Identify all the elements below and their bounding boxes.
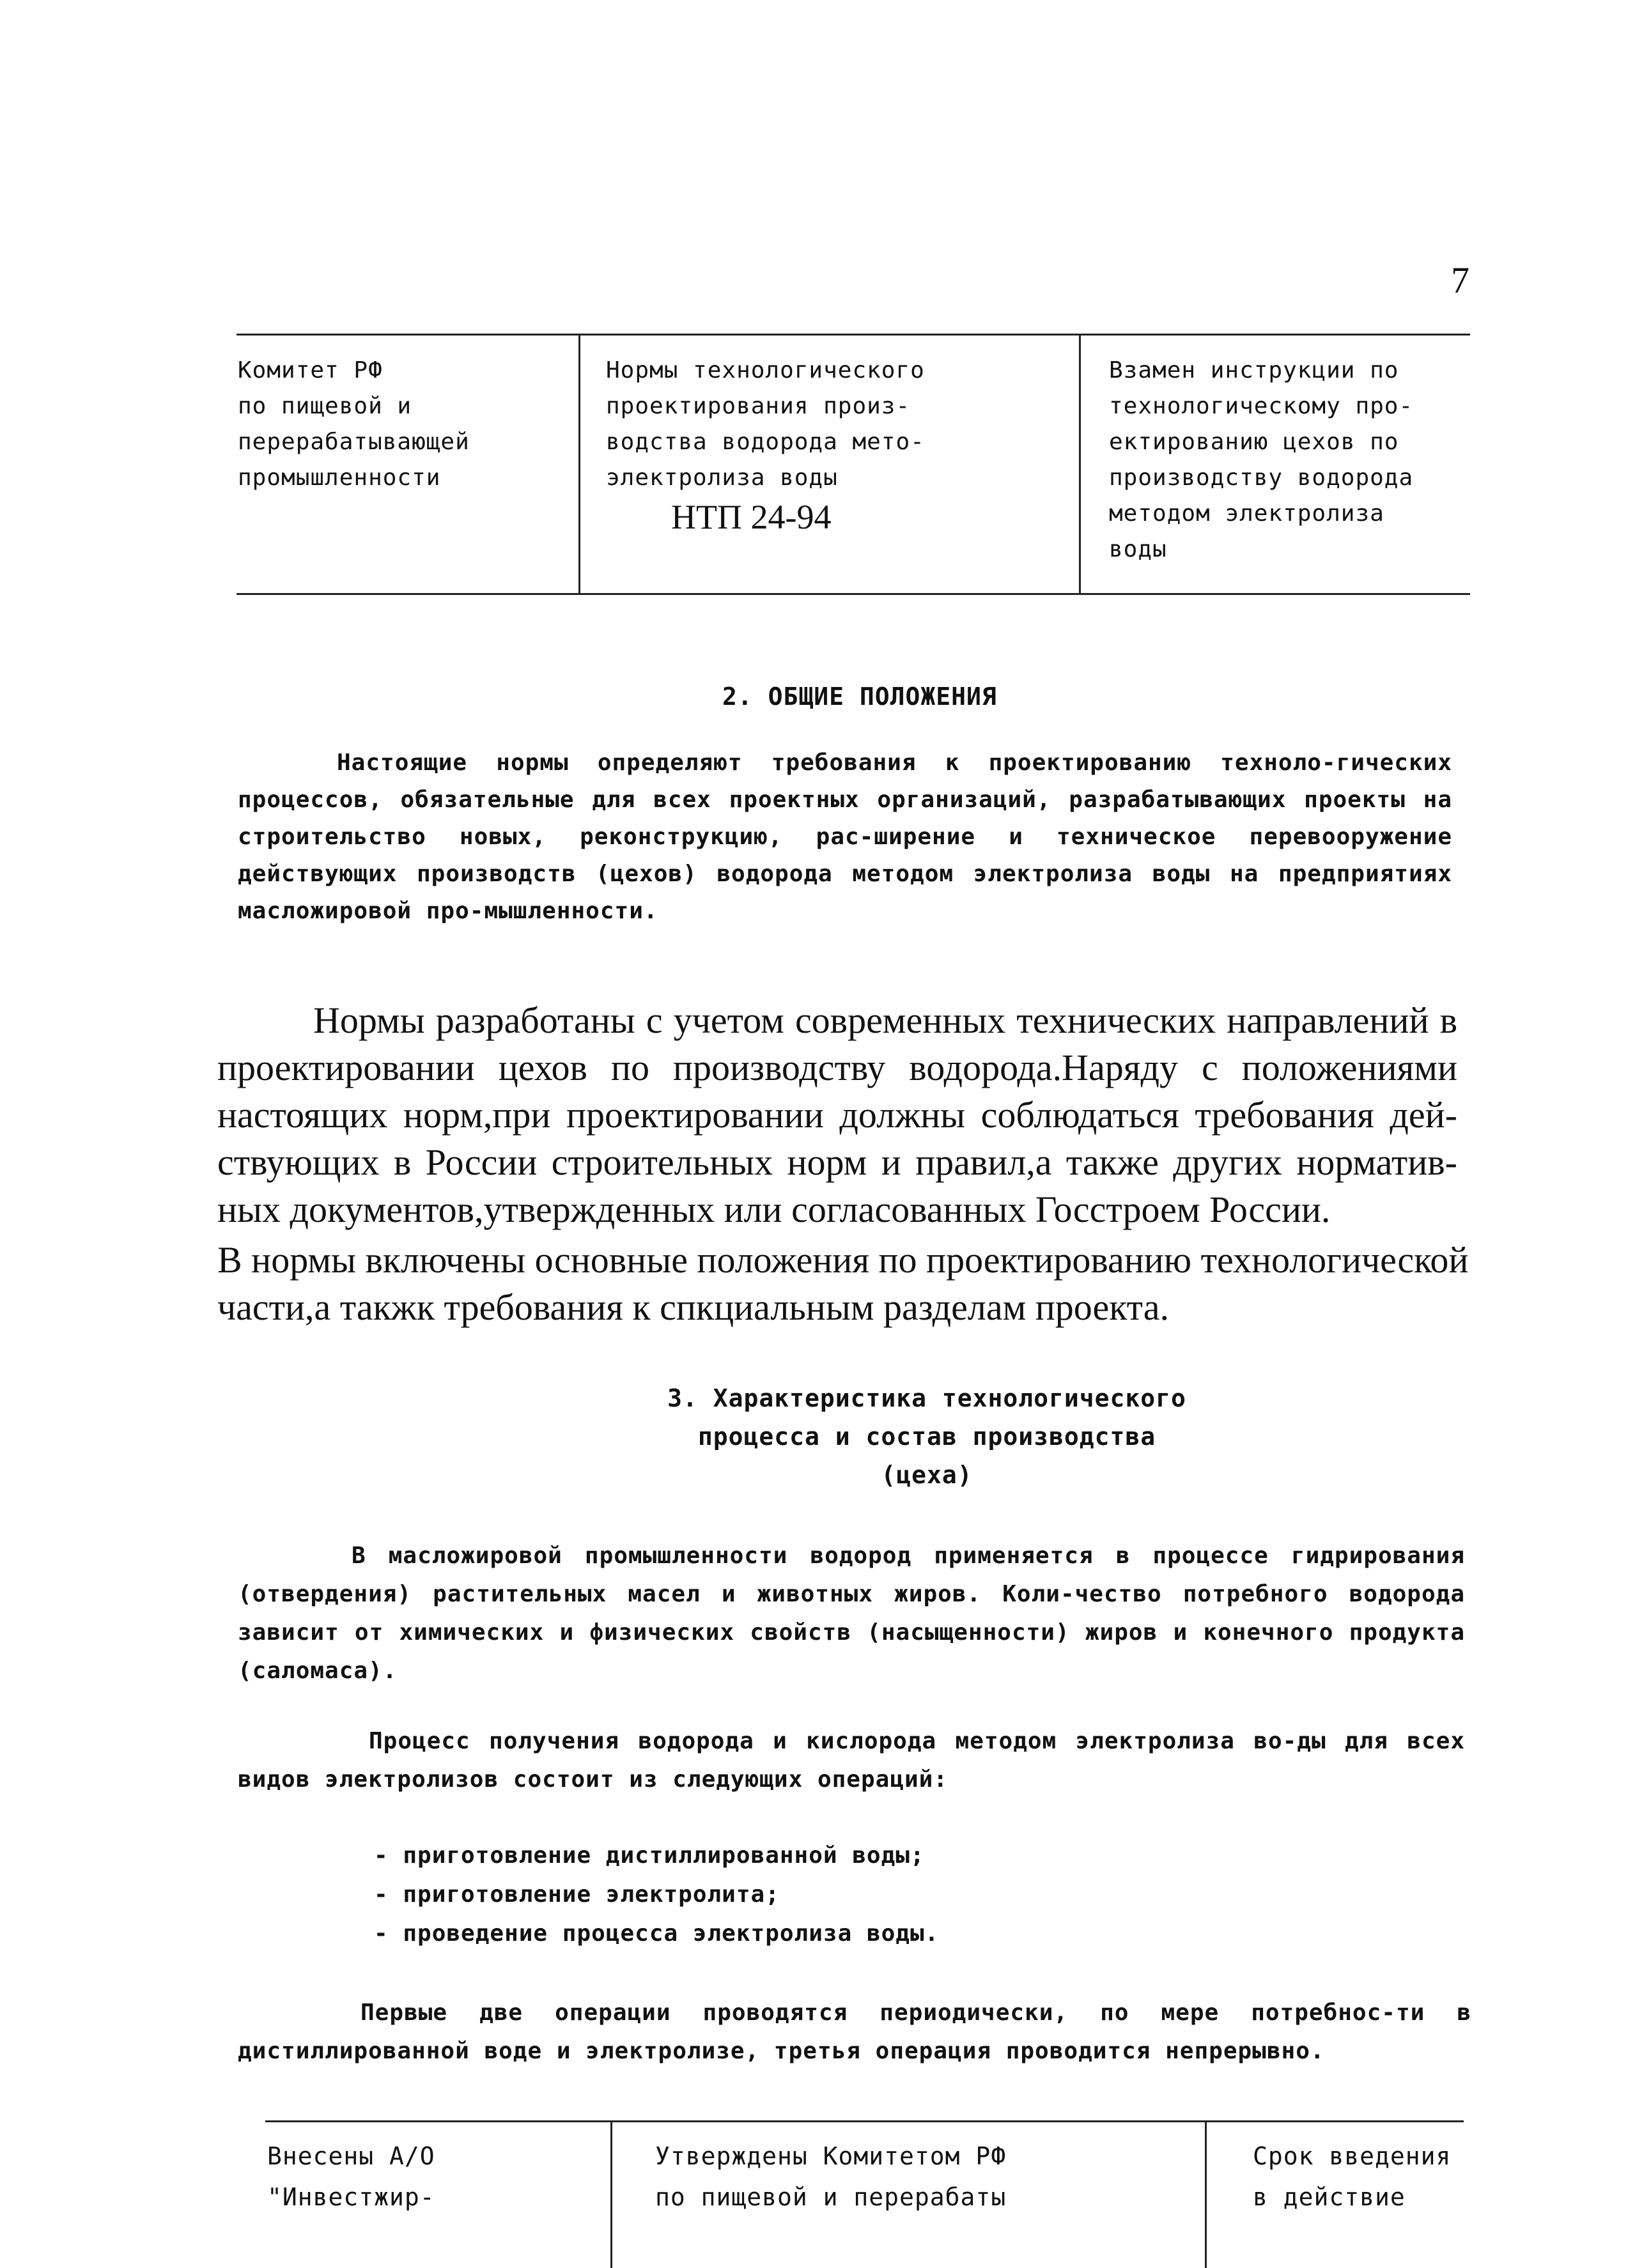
header-top-rule	[236, 334, 1470, 336]
header-title: Нормы технологического проектирования произ- водства водорода мето- электролиза воды	[606, 357, 925, 491]
header-divider-1	[578, 334, 580, 595]
section-2-title: 2. ОБЩИЕ ПОЛОЖЕНИЯ	[722, 683, 997, 711]
doc-code: НТП 24-94	[671, 498, 832, 536]
header-bottom-rule	[236, 593, 1470, 595]
footer-effective-date: Срок введения в действие	[1253, 2142, 1452, 2211]
section-3-title: 3. Характеристика технологического процесса и состав производства (цеха)	[667, 1384, 1186, 1489]
section-3-paragraph-3: Первые две операции проводятся периодически, по мере потребнос-ти в дистиллированной воде и электролизе, третья операция проводится непрерывно.	[238, 2000, 1471, 2064]
header-divider-2	[1079, 334, 1081, 595]
section-3-paragraph-2: Процесс получения водорода и кислорода методом электролиза во-ды для всех видов электролизов состоит из следующих операций:	[238, 1728, 1465, 1793]
list-item: - проведение процесса электролиза воды.	[374, 1914, 939, 1953]
footer-divider-1	[610, 2120, 612, 2268]
page-number: 7	[1451, 259, 1469, 301]
section-2-paragraph-2: Нормы разработаны с учетом современных технических направлений в проектировании цехов по производству водорода.Наряду с положениями настоящих норм,при проектировании должны соблюдаться требования дей-ствующих в России строительных норм и правил,а также других норматив-ных документов,утвержденных или согласованных Госстроем России.	[217, 999, 1457, 1230]
operations-list	[374, 1836, 939, 1953]
header-committee: Комитет РФ по пищевой и перерабатывающей промышленности	[238, 357, 470, 491]
footer-divider-2	[1205, 2120, 1207, 2268]
list-item: - приготовление дистиллированной воды;	[374, 1836, 939, 1875]
section-2-paragraph-3: В нормы включены основные положения по проектированию технологической части,а такжк требования к спкциальным разделам проекта.	[217, 1239, 1469, 1328]
header-replaces: Взамен инструкции по технологическому про- ектированию цехов по производству водорода методом электролиза воды	[1109, 357, 1414, 562]
footer-submitted: Внесены А/О "Инвестжир-	[267, 2142, 435, 2211]
footer-top-rule	[265, 2120, 1464, 2122]
list-item: - приготовление электролита;	[374, 1875, 939, 1914]
section-2-paragraph-1: Настоящие нормы определяют требования к проектированию техноло-гических процессов, обязательные для всех проектных организаций, разрабатывающих проекты на строительство новых, реконструкцию, рас-ширение и техническое перевооружение действующих производств (цехов) водорода методом электролиза воды на предприятиях масложировой про-мышленности.	[238, 750, 1452, 924]
section-3-paragraph-1: В масложировой промышленности водород применяется в процессе гидрирования (отвердения) растительных масел и животных жиров. Коли-чество потребного водорода зависит от химических и физических свойств (насыщенности) жиров и конечного продукта (саломаса).	[238, 1543, 1465, 1684]
footer-approved: Утверждены Комитетом РФ по пищевой и перерабаты	[655, 2142, 1007, 2211]
